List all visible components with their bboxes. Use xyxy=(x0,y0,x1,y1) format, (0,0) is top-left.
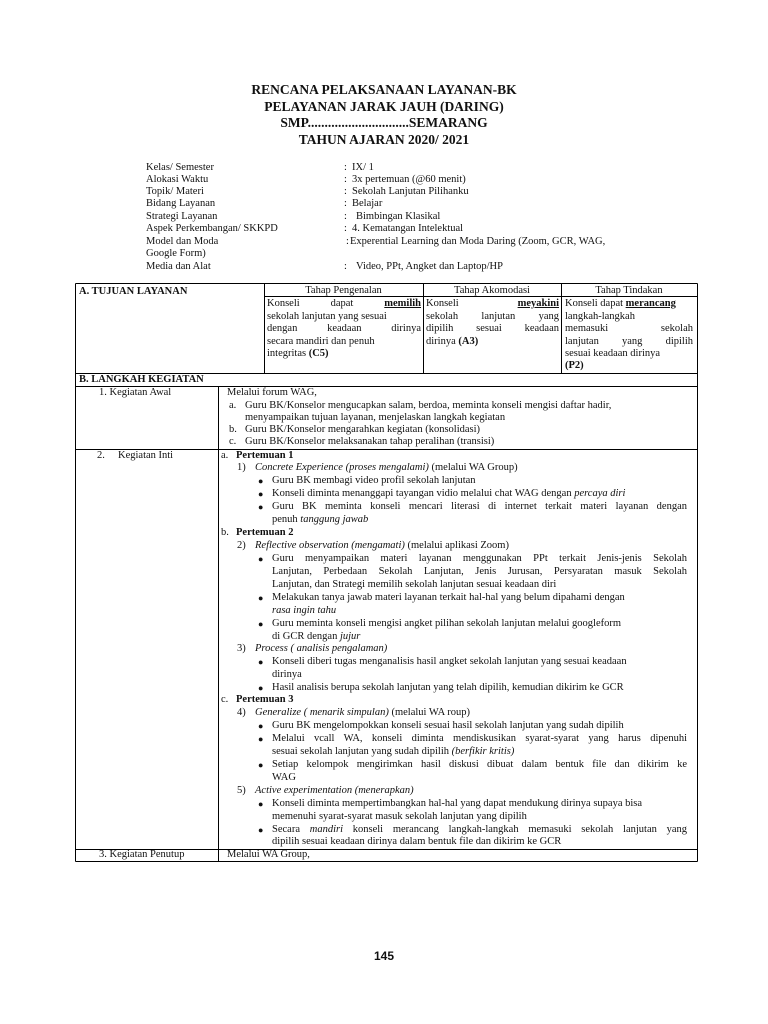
row-label-number: 2. xyxy=(97,450,105,461)
goal-keyword: memilih xyxy=(384,298,422,309)
step-number: 1) xyxy=(237,462,246,473)
goal-text: lanjutan yang dipilih xyxy=(565,336,693,347)
meta-value: IX/ 1 xyxy=(352,162,374,173)
bullet-text: Guru BK meminta konseli mencari literasi di internet terkait materi layanan dengan xyxy=(272,501,687,512)
bullet-text: memenuhi syarat-syarat masuk sekolah lanjutan yang dipilih xyxy=(272,811,527,822)
step-number: 4) xyxy=(237,707,246,718)
meta-colon: : xyxy=(344,186,347,197)
list-marker: a. xyxy=(229,400,237,411)
bullet-icon: ● xyxy=(258,619,264,629)
bullet-icon: ● xyxy=(258,476,264,486)
bullet-emphasis: percaya diri xyxy=(574,488,626,499)
goal-text: memasuki xyxy=(565,323,609,334)
bullet-text: di GCR dengan xyxy=(272,631,338,642)
goal-text: dirinya xyxy=(426,336,456,347)
bullet-icon: ● xyxy=(258,799,264,809)
bullet-text: konseli merancang langkah-langkah memasuki sekolah lanjutan yang xyxy=(352,824,688,835)
bullet-text: Guru meminta konseli mengisi angket pilihan sekolah lanjutan melalui googleform xyxy=(272,618,622,629)
bullet-icon: ● xyxy=(258,683,264,693)
bullet-text: Guru menyampaikan materi layanan menggunakan PPt terkait Jenis-jenis Sekolah xyxy=(272,553,687,564)
list-item: menyampaikan tujuan layanan, menjelaskan langkah kegiatan xyxy=(245,412,506,423)
section-a-heading: A. TUJUAN LAYANAN xyxy=(79,286,188,297)
penutup-intro: Melalui WA Group, xyxy=(227,849,310,860)
meta-key: Strategi Layanan xyxy=(146,211,218,222)
meta-value: Sekolah Lanjutan Pilihanku xyxy=(352,186,469,197)
goal-text: sekolah xyxy=(660,323,693,334)
goal-text: Konseli xyxy=(426,298,459,309)
stage-header-tindakan: Tahap Tindakan xyxy=(595,285,663,296)
list-item: Guru BK/Konselor mengucapkan salam, berdoa, meminta konseli mengisi daftar hadir, xyxy=(245,400,612,411)
bullet-emphasis: rasa ingin tahu xyxy=(272,605,337,616)
doc-title-line-2: PELAYANAN JARAK JAUH (DARING) xyxy=(264,99,504,114)
bullet-emphasis: (berfikir kritis) xyxy=(451,746,515,757)
meta-colon: : xyxy=(344,198,347,209)
stage-header-akomodasi: Tahap Akomodasi xyxy=(454,285,530,296)
meta-colon: : xyxy=(344,162,347,173)
bullet-icon: ● xyxy=(258,760,264,770)
bullet-text: Setiap kelompok mengirimkan hasil diskusi dibuat dalam bentuk file dan dikirim ke xyxy=(272,759,687,770)
list-marker: c. xyxy=(221,694,229,705)
bullet-text: Konseli diminta mempertimbangkan hal-hal yang dapat mendukung dirinya supaya bisa xyxy=(272,798,643,809)
bullet-emphasis: mandiri xyxy=(309,824,343,835)
step-title: Concrete Experience (proses mengalami) xyxy=(255,462,429,473)
bullet-text: Hasil analisis berupa sekolah lanjutan yang telah dipilih, kemudian dikirim ke GCR xyxy=(272,682,624,693)
goal-code: (P2) xyxy=(565,360,584,371)
meta-key: Topik/ Materi xyxy=(146,186,204,197)
goal-text: dirinya xyxy=(391,323,422,334)
meta-colon: : xyxy=(344,223,347,234)
step-number: 5) xyxy=(237,785,246,796)
step-channel: (melalui WA Group) xyxy=(431,462,518,473)
bullet-text: dipilih sesuai keadaan dirinya dalam bentuk file dan dikirim ke GCR xyxy=(272,836,562,847)
meta-value: 3x pertemuan (@60 menit) xyxy=(352,174,466,185)
goal-text: sesuai keadaan dirinya xyxy=(565,348,661,359)
goal-code: (A3) xyxy=(458,336,479,347)
meta-key: Media dan Alat xyxy=(146,261,211,272)
row-label-kegiatan-inti: Kegiatan Inti xyxy=(118,450,174,461)
bullet-icon: ● xyxy=(258,593,264,603)
meta-colon: : xyxy=(346,236,349,247)
meta-key: Alokasi Waktu xyxy=(146,174,209,185)
bullet-text: Konseli diberi tugas menganalisis hasil angket sekolah lanjutan yang sesuai keadaan xyxy=(272,656,627,667)
goal-text: keadaan xyxy=(327,323,362,334)
row-label-kegiatan-awal: 1. Kegiatan Awal xyxy=(99,387,172,398)
row-label-kegiatan-penutup: 3. Kegiatan Penutup xyxy=(99,849,185,860)
bullet-text: Melalui vcall WA, konseli diminta mendiskusikan syarat-syarat yang harus dipenuhi xyxy=(272,733,687,744)
step-number: 2) xyxy=(237,540,246,551)
doc-title-line-1: RENCANA PELAKSANAAN LAYANAN-BK xyxy=(251,82,517,97)
goal-text: dipilih sesuai keadaan xyxy=(426,323,559,334)
meta-key: Kelas/ Semester xyxy=(146,162,214,173)
meta-key: Google Form) xyxy=(146,248,206,259)
bullet-icon: ● xyxy=(258,721,264,731)
bullet-icon: ● xyxy=(258,502,264,512)
step-channel: (melalui aplikasi Zoom) xyxy=(407,540,509,551)
step-number: 3) xyxy=(237,643,246,654)
bullet-text: penuh xyxy=(272,514,298,525)
bullet-text: Lanjutan, Perbedaan Sekolah Lanjutan, Jenis Jurusan, Persyaratan masuk Sekolah xyxy=(272,566,687,577)
meta-key: Bidang Layanan xyxy=(146,198,216,209)
goal-text: sekolah lanjutan yang xyxy=(426,311,559,322)
list-marker: c. xyxy=(229,436,237,447)
bullet-text: WAG xyxy=(272,772,296,783)
list-marker: b. xyxy=(221,527,229,538)
page-number: 145 xyxy=(373,949,395,963)
bullet-icon: ● xyxy=(258,734,264,744)
bullet-text: Guru BK mengelompokkan konseli sesuai hasil sekolah lanjutan yang sudah dipilih xyxy=(272,720,624,731)
bullet-emphasis: tanggung jawab xyxy=(300,514,369,525)
meta-value: 4. Kematangan Intelektual xyxy=(352,223,464,234)
step-title: Reflective observation (mengamati) xyxy=(255,540,405,551)
bullet-text: Konseli diminta menanggapi tayangan vidio melalui chat WAG dengan xyxy=(272,488,572,499)
bullet-icon: ● xyxy=(258,489,264,499)
bullet-emphasis: jujur xyxy=(339,631,361,642)
bullet-text: sesuai sekolah lanjutan yang sudah dipilih xyxy=(272,746,450,757)
goal-text: dengan xyxy=(267,323,298,334)
goal-text: dapat xyxy=(330,298,354,309)
bullet-icon: ● xyxy=(258,657,264,667)
bullet-text: Lanjutan, dan Strategi memilih sekolah lanjutan sesuai keadaan diri xyxy=(272,579,557,590)
bullet-text: Melakukan tanya jawab materi layanan terkait hal-hal yang belum dipahami dengan xyxy=(272,592,625,603)
meta-colon: : xyxy=(344,211,347,222)
bullet-text: Secara xyxy=(272,824,300,835)
step-title: Process ( analisis pengalaman) xyxy=(255,643,388,654)
goal-text: secara mandiri dan penuh xyxy=(267,336,375,347)
goal-text: Konseli xyxy=(267,298,300,309)
list-marker: a. xyxy=(221,450,229,461)
bullet-text: Guru BK membagi video profil sekolah lanjutan xyxy=(272,475,476,486)
goal-text: integritas xyxy=(267,348,307,359)
meta-key: Model dan Moda xyxy=(146,236,219,247)
step-title: Active experimentation (menerapkan) xyxy=(255,785,414,796)
doc-title-line-3: SMP..............................SEMARANG xyxy=(280,115,488,130)
meta-value: Belajar xyxy=(352,198,383,209)
goal-keyword: merancang xyxy=(625,298,676,309)
goal-keyword: meyakini xyxy=(517,298,559,309)
meta-value: Bimbingan Klasikal xyxy=(356,211,441,222)
awal-intro: Melalui forum WAG, xyxy=(227,387,317,398)
bullet-icon: ● xyxy=(258,825,264,835)
goal-text: langkah-langkah xyxy=(565,311,635,322)
meeting-title: Pertemuan 1 xyxy=(236,450,294,461)
step-title: Generalize ( menarik simpulan) xyxy=(255,707,389,718)
goal-text: Konseli dapat xyxy=(565,298,624,309)
meta-value: Experential Learning dan Moda Daring (Zoom, GCR, WAG, xyxy=(350,236,606,247)
meeting-title: Pertemuan 3 xyxy=(236,694,294,705)
meta-value: Video, PPt, Angket dan Laptop/HP xyxy=(356,261,503,272)
goal-code: (C5) xyxy=(308,348,329,359)
meta-colon: : xyxy=(344,174,347,185)
meta-key: Aspek Perkembangan/ SKKPD xyxy=(146,223,278,234)
doc-title-line-4: TAHUN AJARAN 2020/ 2021 xyxy=(298,132,470,147)
meta-colon: : xyxy=(344,261,347,272)
meeting-title: Pertemuan 2 xyxy=(236,527,294,538)
list-marker: b. xyxy=(229,424,237,435)
section-b-heading: B. LANGKAH KEGIATAN xyxy=(79,374,204,385)
step-channel: (melalui WA roup) xyxy=(391,707,471,718)
bullet-text: dirinya xyxy=(272,669,302,680)
stage-header-pengenalan: Tahap Pengenalan xyxy=(305,285,382,296)
bullet-icon: ● xyxy=(258,554,264,564)
list-item: Guru BK/Konselor melaksanakan tahap peralihan (transisi) xyxy=(245,436,495,447)
goal-text: sekolah lanjutan yang sesuai xyxy=(267,311,387,322)
list-item: Guru BK/Konselor mengarahkan kegiatan (konsolidasi) xyxy=(245,424,481,435)
